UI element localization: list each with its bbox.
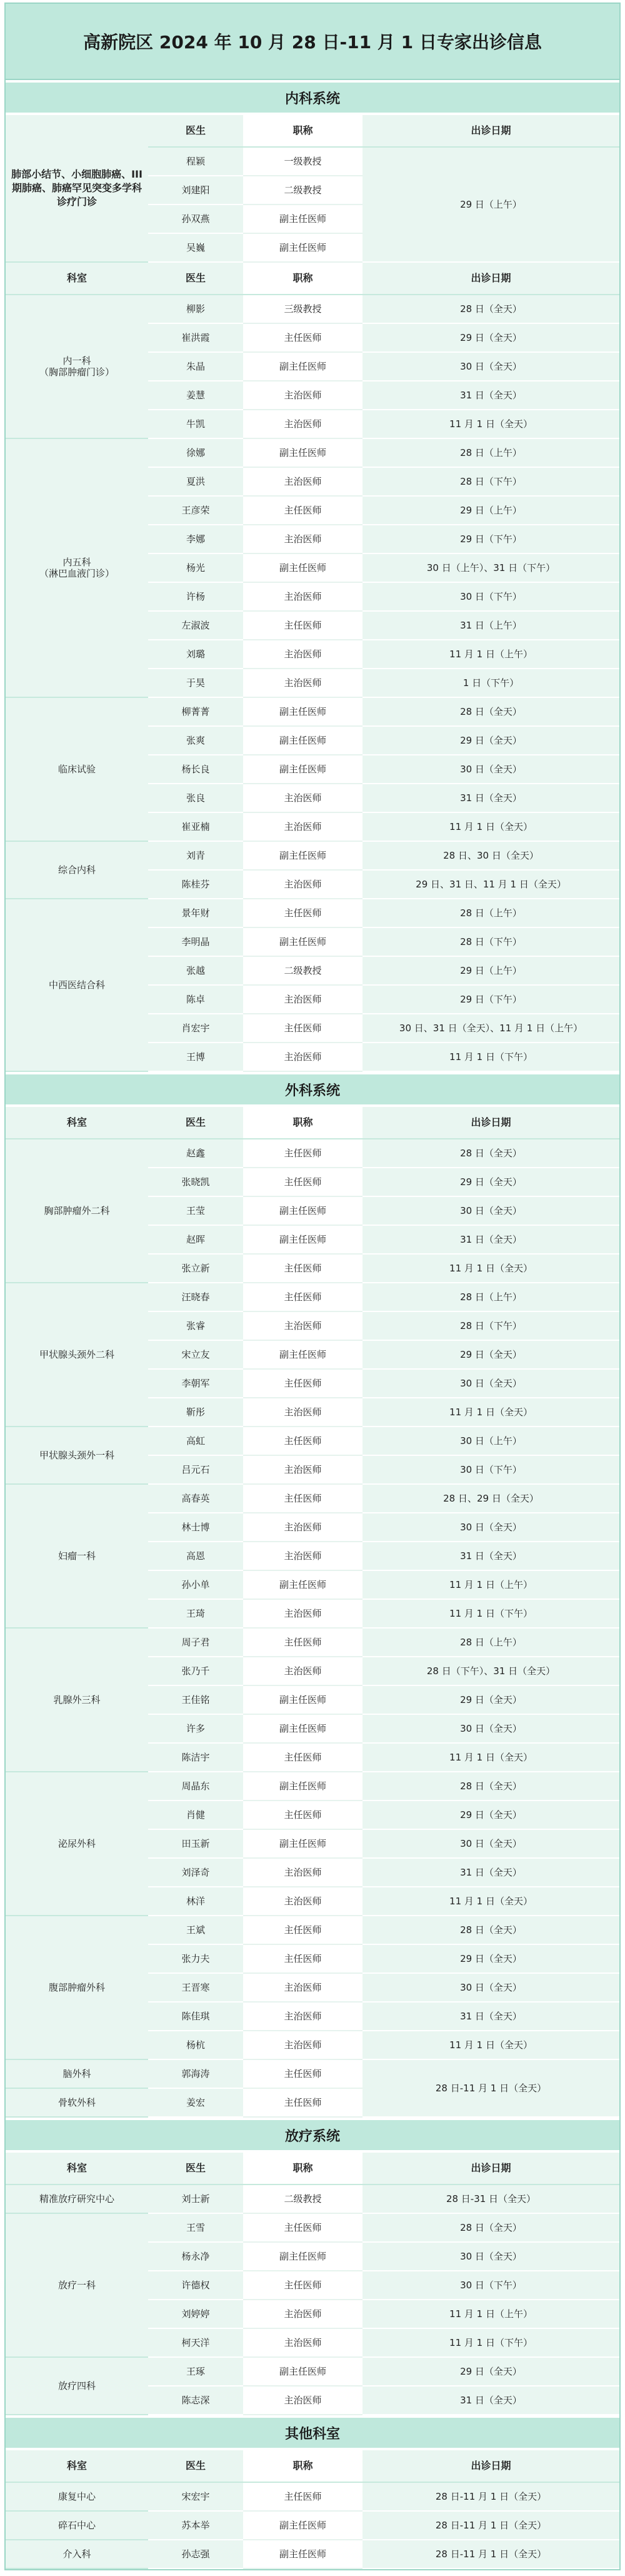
doctor-title: 主治医师 (243, 2031, 362, 2059)
doctor-name: 许德权 (148, 2271, 243, 2300)
header-row (6, 262, 619, 295)
doctor-title: 主任医师 (243, 1743, 362, 1772)
department-name: 中西医结合科 (6, 899, 148, 1071)
doctor-title: 主治医师 (243, 1858, 362, 1887)
header-title: 职称 (243, 262, 362, 295)
doctor-name: 孙志强 (148, 2540, 243, 2568)
visit-date: 30 日（下午） (362, 1455, 619, 1484)
doctor-title: 主任医师 (243, 2271, 362, 2300)
doctor-name: 陈卓 (148, 985, 243, 1014)
header-doctor: 医生 (148, 115, 243, 147)
visit-date: 11 月 1 日（全天） (362, 410, 619, 438)
doctor-title: 副主任医师 (243, 553, 362, 582)
table-row (6, 1916, 619, 1944)
doctor-title: 主治医师 (243, 812, 362, 841)
visit-date: 28 日-11 月 1 日（全天） (362, 2059, 619, 2117)
table-row (6, 899, 619, 927)
visit-date: 28 日（下午） (362, 927, 619, 956)
table-row (6, 1283, 619, 1311)
table-row (6, 2540, 619, 2568)
doctor-title: 主任医师 (243, 496, 362, 525)
visit-date: 11 月 1 日（全天） (362, 1254, 619, 1283)
table-row (6, 697, 619, 726)
visit-date: 30 日（下午） (362, 582, 619, 611)
doctor-title: 主治医师 (243, 640, 362, 669)
department-name: 腹部肿瘤外科 (6, 1916, 148, 2059)
doctor-title: 副主任医师 (243, 352, 362, 381)
doctor-title: 主任医师 (243, 1801, 362, 1829)
visit-date: 31 日（全天） (362, 1858, 619, 1887)
visit-date: 30 日（上午） (362, 1427, 619, 1455)
department-name: 临床试验 (6, 697, 148, 841)
doctor-name: 崔洪霞 (148, 323, 243, 352)
doctor-name: 姜慧 (148, 381, 243, 410)
doctor-title: 二级教授 (243, 956, 362, 985)
visit-date: 29 日（全天） (362, 726, 619, 755)
page-title: 高新院区 2024 年 10 月 28 日-11 月 1 日专家出诊信息 (6, 4, 619, 80)
visit-date: 30 日（全天） (362, 352, 619, 381)
doctor-name: 高春英 (148, 1484, 243, 1513)
header-date: 出诊日期 (362, 262, 619, 295)
header-doctor: 医生 (148, 2450, 243, 2482)
visit-date: 29 日（全天） (362, 1685, 619, 1714)
doctor-name: 周晶东 (148, 1772, 243, 1801)
schedule-table (6, 115, 619, 1072)
doctor-name: 陈洁宇 (148, 1743, 243, 1772)
visit-date: 29 日（全天） (362, 1168, 619, 1196)
visit-date: 28 日-11 月 1 日（全天） (362, 2511, 619, 2540)
doctor-title: 副主任医师 (243, 1772, 362, 1801)
doctor-name: 张晓凯 (148, 1168, 243, 1196)
doctor-name: 王彦荣 (148, 496, 243, 525)
visit-date: 31 日（全天） (362, 381, 619, 410)
department-name: 泌尿外科 (6, 1772, 148, 1916)
visit-date: 30 日（全天） (362, 755, 619, 784)
doctor-title: 副主任医师 (243, 438, 362, 467)
doctor-title: 副主任医师 (243, 1829, 362, 1858)
doctor-title: 副主任医师 (243, 927, 362, 956)
visit-date: 31 日（全天） (362, 2386, 619, 2415)
header-date: 出诊日期 (362, 1107, 619, 1139)
table-row (6, 2059, 619, 2088)
doctor-title: 主任医师 (243, 1484, 362, 1513)
department-name: 碎石中心 (6, 2511, 148, 2540)
doctor-title: 主治医师 (243, 525, 362, 553)
department-name: 脑外科 (6, 2059, 148, 2088)
doctor-title: 主治医师 (243, 1398, 362, 1427)
doctor-name: 王斌 (148, 1916, 243, 1944)
visit-date: 28 日（上午） (362, 438, 619, 467)
visit-date: 30 日（全天） (362, 1714, 619, 1743)
visit-date: 28 日（上午） (362, 1283, 619, 1311)
doctor-title: 副主任医师 (243, 233, 362, 262)
doctor-title: 副主任医师 (243, 755, 362, 784)
doctor-name: 徐娜 (148, 438, 243, 467)
doctor-title: 主治医师 (243, 1657, 362, 1685)
visit-date: 31 日（全天） (362, 2002, 619, 2031)
doctor-title: 主治医师 (243, 1973, 362, 2002)
visit-date: 29 日（全天） (362, 1944, 619, 1973)
doctor-title: 主任医师 (243, 1916, 362, 1944)
doctor-title: 主任医师 (243, 2088, 362, 2117)
doctor-name: 高恩 (148, 1542, 243, 1570)
doctor-title: 副主任医师 (243, 2540, 362, 2568)
doctor-name: 张良 (148, 784, 243, 812)
doctor-name: 刘泽奇 (148, 1858, 243, 1887)
visit-date: 30 日（全天） (362, 1369, 619, 1398)
doctor-name: 郭海涛 (148, 2059, 243, 2088)
doctor-title: 主任医师 (243, 1628, 362, 1657)
visit-date: 28 日（下午）、31 日（全天） (362, 1657, 619, 1685)
visit-date: 28 日-11 月 1 日（全天） (362, 2540, 619, 2568)
doctor-name: 张爽 (148, 726, 243, 755)
visit-date: 30 日、31 日（全天）、11 月 1 日（上午） (362, 1014, 619, 1043)
sections-container (6, 80, 619, 2569)
header-row (6, 1107, 619, 1139)
schedule-page (4, 3, 621, 2570)
doctor-title: 二级教授 (243, 2185, 362, 2213)
table-row (6, 1772, 619, 1801)
doctor-title: 副主任医师 (243, 1196, 362, 1225)
visit-date: 11 月 1 日（上午） (362, 640, 619, 669)
section-header: 放疗系统 (6, 2118, 619, 2153)
doctor-name: 于昊 (148, 669, 243, 697)
doctor-name: 杨永净 (148, 2242, 243, 2271)
doctor-title: 主治医师 (243, 582, 362, 611)
table-row (6, 2357, 619, 2386)
header-dept: 科室 (6, 2450, 148, 2482)
doctor-name: 王晋寒 (148, 1973, 243, 2002)
doctor-title: 主治医师 (243, 2002, 362, 2031)
doctor-name: 宋宏宇 (148, 2482, 243, 2511)
doctor-name: 吴巍 (148, 233, 243, 262)
department-name: 骨软外科 (6, 2088, 148, 2117)
visit-date: 29 日（全天） (362, 323, 619, 352)
department-name: 甲状腺头颈外一科 (6, 1427, 148, 1484)
doctor-title: 主治医师 (243, 1887, 362, 1916)
doctor-name: 吕元石 (148, 1455, 243, 1484)
header-title: 职称 (243, 1107, 362, 1139)
header-dept: 科室 (6, 1107, 148, 1139)
doctor-name: 柯天洋 (148, 2328, 243, 2357)
doctor-title: 主任医师 (243, 2482, 362, 2511)
doctor-title: 主治医师 (243, 1311, 362, 1340)
doctor-name: 林洋 (148, 1887, 243, 1916)
department-name: 甲状腺头颈外二科 (6, 1283, 148, 1427)
doctor-title: 副主任医师 (243, 2242, 362, 2271)
doctor-name: 赵鑫 (148, 1139, 243, 1168)
header-row (6, 115, 619, 147)
table-row (6, 2185, 619, 2213)
doctor-title: 副主任医师 (243, 205, 362, 233)
doctor-title: 主任医师 (243, 1369, 362, 1398)
schedule-table (6, 2153, 619, 2415)
table-row (6, 841, 619, 870)
visit-date: 31 日（全天） (362, 1225, 619, 1254)
doctor-name: 陈志深 (148, 2386, 243, 2415)
visit-date: 28 日（全天） (362, 1139, 619, 1168)
doctor-title: 二级教授 (243, 176, 362, 205)
department-name: 胸部肿瘤外二科 (6, 1139, 148, 1283)
table-row (6, 1628, 619, 1657)
header-title: 职称 (243, 2450, 362, 2482)
header-row (6, 2450, 619, 2482)
doctor-title: 主治医师 (243, 2328, 362, 2357)
table-row (6, 295, 619, 323)
doctor-name: 陈桂芬 (148, 870, 243, 899)
header-dept: 科室 (6, 2153, 148, 2185)
doctor-title: 主治医师 (243, 467, 362, 496)
header-doctor: 医生 (148, 262, 243, 295)
doctor-name: 刘婷婷 (148, 2300, 243, 2328)
header-dept: 科室 (6, 262, 148, 295)
doctor-name: 杨长良 (148, 755, 243, 784)
doctor-title: 副主任医师 (243, 1685, 362, 1714)
visit-date: 29 日（上午） (362, 147, 619, 262)
schedule-table (6, 1107, 619, 2118)
doctor-name: 汪晓春 (148, 1283, 243, 1311)
doctor-name: 景年财 (148, 899, 243, 927)
doctor-name: 刘璐 (148, 640, 243, 669)
doctor-title: 主任医师 (243, 611, 362, 640)
visit-date: 28 日、29 日（全天） (362, 1484, 619, 1513)
visit-date: 31 日（上午） (362, 611, 619, 640)
doctor-title: 副主任医师 (243, 841, 362, 870)
visit-date: 29 日（下午） (362, 985, 619, 1014)
visit-date: 30 日（上午）、31 日（下午） (362, 553, 619, 582)
doctor-name: 田玉新 (148, 1829, 243, 1858)
schedule-table (6, 2450, 619, 2569)
doctor-name: 肖健 (148, 1801, 243, 1829)
visit-date: 11 月 1 日（全天） (362, 812, 619, 841)
visit-date: 28 日（上午） (362, 1628, 619, 1657)
department-name: 肺部小结节、小细胞肺癌、III期肺癌、肺癌罕见突变多学科诊疗门诊 (6, 115, 148, 262)
visit-date: 11 月 1 日（上午） (362, 2300, 619, 2328)
visit-date: 31 日（全天） (362, 1542, 619, 1570)
header-doctor: 医生 (148, 1107, 243, 1139)
table-row (6, 2511, 619, 2540)
doctor-name: 宋立友 (148, 1340, 243, 1369)
doctor-title: 主治医师 (243, 1542, 362, 1570)
visit-date: 29 日（上午） (362, 956, 619, 985)
visit-date: 30 日（全天） (362, 1829, 619, 1858)
doctor-name: 孙小单 (148, 1570, 243, 1599)
doctor-name: 孙双燕 (148, 205, 243, 233)
visit-date: 28 日（全天） (362, 1772, 619, 1801)
doctor-title: 主治医师 (243, 1599, 362, 1628)
department-name: 内五科 （淋巴血液门诊） (6, 438, 148, 697)
visit-date: 11 月 1 日（全天） (362, 1398, 619, 1427)
department-name: 介入科 (6, 2540, 148, 2568)
doctor-name: 杨光 (148, 553, 243, 582)
doctor-title: 副主任医师 (243, 2511, 362, 2540)
department-name: 综合内科 (6, 841, 148, 899)
doctor-name: 张乃千 (148, 1657, 243, 1685)
doctor-name: 许杨 (148, 582, 243, 611)
visit-date: 11 月 1 日（下午） (362, 1043, 619, 1071)
visit-date: 30 日（下午） (362, 2271, 619, 2300)
department-name: 妇瘤一科 (6, 1484, 148, 1628)
doctor-name: 林士博 (148, 1513, 243, 1542)
section-header: 外科系统 (6, 1072, 619, 1107)
visit-date: 28 日-11 月 1 日（全天） (362, 2482, 619, 2511)
doctor-name: 柳影 (148, 295, 243, 323)
doctor-name: 赵晖 (148, 1225, 243, 1254)
section-header: 其他科室 (6, 2415, 619, 2450)
doctor-name: 张立新 (148, 1254, 243, 1283)
doctor-title: 主任医师 (243, 1944, 362, 1973)
doctor-title: 副主任医师 (243, 1225, 362, 1254)
visit-date: 31 日（全天） (362, 784, 619, 812)
doctor-title: 主治医师 (243, 985, 362, 1014)
visit-date: 28 日（全天） (362, 1916, 619, 1944)
doctor-name: 柳菁菁 (148, 697, 243, 726)
doctor-title: 三级教授 (243, 295, 362, 323)
doctor-name: 肖宏宇 (148, 1014, 243, 1043)
doctor-name: 张越 (148, 956, 243, 985)
visit-date: 11 月 1 日（下午） (362, 1599, 619, 1628)
department-name: 放疗一科 (6, 2213, 148, 2357)
doctor-title: 主治医师 (243, 1043, 362, 1071)
visit-date: 11 月 1 日（上午） (362, 1570, 619, 1599)
doctor-name: 刘士新 (148, 2185, 243, 2213)
doctor-name: 杨杭 (148, 2031, 243, 2059)
visit-date: 11 月 1 日（全天） (362, 2031, 619, 2059)
doctor-name: 刘建阳 (148, 176, 243, 205)
doctor-name: 李娜 (148, 525, 243, 553)
visit-date: 29 日（上午） (362, 496, 619, 525)
visit-date: 30 日（全天） (362, 1513, 619, 1542)
visit-date: 28 日-31 日（全天） (362, 2185, 619, 2213)
visit-date: 28 日（全天） (362, 2213, 619, 2242)
doctor-title: 主治医师 (243, 784, 362, 812)
header-row (6, 2153, 619, 2185)
doctor-title: 主治医师 (243, 669, 362, 697)
department-name: 内一科 （胸部肿瘤门诊） (6, 295, 148, 438)
doctor-name: 苏本举 (148, 2511, 243, 2540)
doctor-name: 左淑波 (148, 611, 243, 640)
doctor-title: 主治医师 (243, 1513, 362, 1542)
doctor-title: 主治医师 (243, 870, 362, 899)
doctor-title: 主治医师 (243, 1455, 362, 1484)
doctor-title: 主治医师 (243, 2386, 362, 2415)
doctor-name: 李朝军 (148, 1369, 243, 1398)
department-name: 康复中心 (6, 2482, 148, 2511)
visit-date: 1 日（下午） (362, 669, 619, 697)
doctor-name: 朱晶 (148, 352, 243, 381)
doctor-title: 主任医师 (243, 1014, 362, 1043)
visit-date: 28 日、30 日（全天） (362, 841, 619, 870)
header-date: 出诊日期 (362, 2153, 619, 2185)
doctor-title: 主治医师 (243, 2300, 362, 2328)
table-row (6, 438, 619, 467)
doctor-title: 主治医师 (243, 410, 362, 438)
header-date: 出诊日期 (362, 2450, 619, 2482)
doctor-title: 副主任医师 (243, 2357, 362, 2386)
visit-date: 30 日（全天） (362, 2242, 619, 2271)
doctor-title: 主任医师 (243, 899, 362, 927)
doctor-name: 姜宏 (148, 2088, 243, 2117)
doctor-title: 主任医师 (243, 1254, 362, 1283)
visit-date: 29 日（下午） (362, 525, 619, 553)
doctor-title: 主任医师 (243, 1168, 362, 1196)
doctor-name: 张睿 (148, 1311, 243, 1340)
visit-date: 11 月 1 日（全天） (362, 1743, 619, 1772)
section-header: 内科系统 (6, 80, 619, 115)
visit-date: 29 日（全天） (362, 1340, 619, 1369)
header-title: 职称 (243, 2153, 362, 2185)
table-row (6, 1139, 619, 1168)
doctor-name: 许多 (148, 1714, 243, 1743)
header-title: 职称 (243, 115, 362, 147)
visit-date: 28 日（下午） (362, 467, 619, 496)
doctor-name: 王琦 (148, 1599, 243, 1628)
visit-date: 28 日（下午） (362, 1311, 619, 1340)
doctor-title: 副主任医师 (243, 1570, 362, 1599)
table-row (6, 1484, 619, 1513)
visit-date: 11 月 1 日（全天） (362, 1887, 619, 1916)
header-doctor: 医生 (148, 2153, 243, 2185)
doctor-name: 崔亚楠 (148, 812, 243, 841)
doctor-name: 程颖 (148, 147, 243, 176)
visit-date: 29 日、31 日、11 月 1 日（全天） (362, 870, 619, 899)
doctor-name: 夏洪 (148, 467, 243, 496)
visit-date: 28 日（上午） (362, 899, 619, 927)
visit-date: 28 日（全天） (362, 295, 619, 323)
doctor-title: 主任医师 (243, 2213, 362, 2242)
doctor-title: 主任医师 (243, 1139, 362, 1168)
doctor-title: 副主任医师 (243, 1340, 362, 1369)
doctor-name: 高虹 (148, 1427, 243, 1455)
doctor-title: 副主任医师 (243, 697, 362, 726)
table-row (6, 2482, 619, 2511)
doctor-name: 张力夫 (148, 1944, 243, 1973)
department-name: 精准放疗研究中心 (6, 2185, 148, 2213)
visit-date: 29 日（全天） (362, 2357, 619, 2386)
doctor-title: 副主任医师 (243, 1714, 362, 1743)
doctor-title: 主任医师 (243, 1427, 362, 1455)
doctor-name: 周子君 (148, 1628, 243, 1657)
visit-date: 30 日（全天） (362, 1973, 619, 2002)
doctor-name: 王莹 (148, 1196, 243, 1225)
doctor-name: 靳彤 (148, 1398, 243, 1427)
doctor-title: 一级教授 (243, 147, 362, 176)
table-row (6, 1427, 619, 1455)
doctor-name: 王琢 (148, 2357, 243, 2386)
department-name: 放疗四科 (6, 2357, 148, 2415)
doctor-name: 牛凯 (148, 410, 243, 438)
doctor-name: 王佳铭 (148, 1685, 243, 1714)
doctor-name: 王雪 (148, 2213, 243, 2242)
department-name: 乳腺外三科 (6, 1628, 148, 1772)
doctor-title: 主任医师 (243, 2059, 362, 2088)
visit-date: 30 日（全天） (362, 1196, 619, 1225)
doctor-name: 陈佳琪 (148, 2002, 243, 2031)
table-row (6, 2213, 619, 2242)
doctor-title: 副主任医师 (243, 726, 362, 755)
doctor-title: 主治医师 (243, 381, 362, 410)
visit-date: 28 日（全天） (362, 697, 619, 726)
visit-date: 29 日（全天） (362, 1801, 619, 1829)
header-date: 出诊日期 (362, 115, 619, 147)
doctor-name: 王博 (148, 1043, 243, 1071)
doctor-name: 李明晶 (148, 927, 243, 956)
doctor-title: 主任医师 (243, 323, 362, 352)
doctor-title: 主任医师 (243, 1283, 362, 1311)
visit-date: 11 月 1 日（下午） (362, 2328, 619, 2357)
doctor-name: 刘青 (148, 841, 243, 870)
